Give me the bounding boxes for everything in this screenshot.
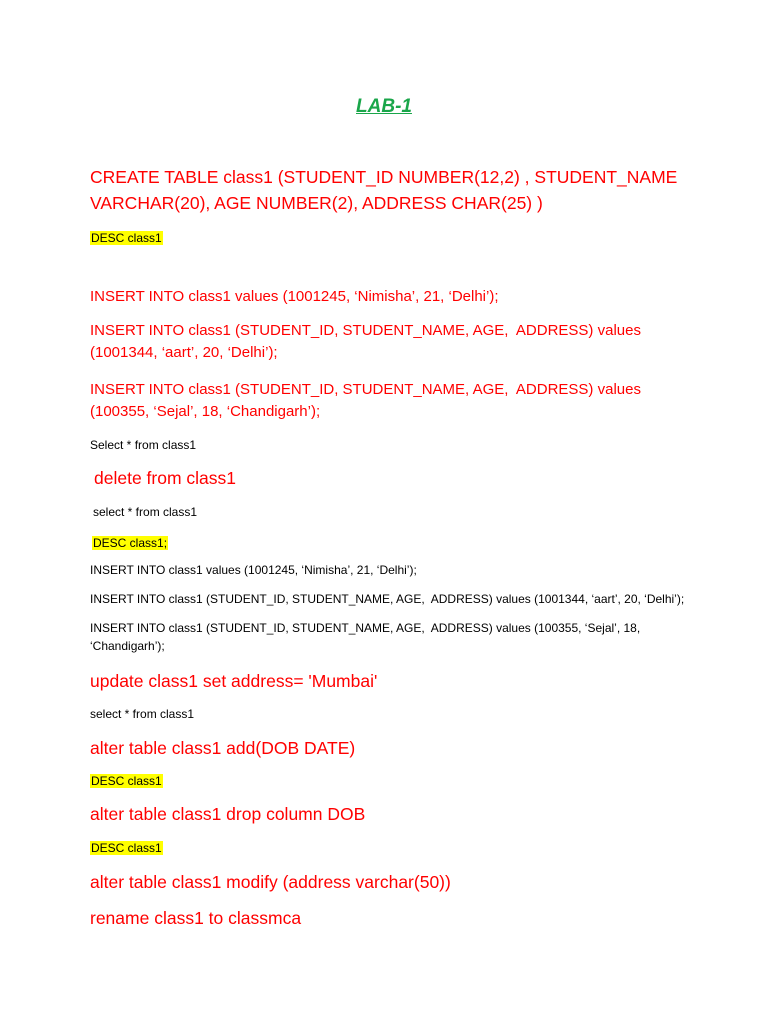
- desc-statement-3-wrap: [90, 772, 690, 790]
- desc-statement-4: DESC class1: [91, 841, 162, 855]
- desc-statement-3: DESC class1: [91, 774, 162, 788]
- insert-statement-5: INSERT INTO class1 (STUDENT_ID, STUDENT_NAME, AGE, ADDRESS) values (1001344, ‘aart’, 20, ‘Delhi’);: [90, 592, 685, 606]
- desc-statement-1-wrap: [90, 229, 690, 247]
- rename-statement: rename class1 to classmca: [90, 908, 302, 928]
- desc-statement-1: DESC class1: [91, 231, 162, 245]
- desc-statement-4-wrap: [90, 839, 690, 857]
- alter-drop-statement: alter table class1 drop column DOB: [90, 804, 366, 824]
- select-statement-1: Select * from class1: [90, 438, 197, 452]
- delete-statement: delete from class1: [94, 468, 237, 488]
- create-table-statement: CREATE TABLE class1 (STUDENT_ID NUMBER(12,2) , STUDENT_NAME VARCHAR(20), AGE NUMBER(2), ADDRESS CHAR(25) ): [90, 167, 683, 213]
- insert-statement-2: INSERT INTO class1 (STUDENT_ID, STUDENT_NAME, AGE, ADDRESS) values (1001344, ‘aart’, 20, ‘Delhi’);: [90, 322, 646, 361]
- desc-statement-2-wrap: [92, 534, 692, 552]
- insert-statement-3: INSERT INTO class1 (STUDENT_ID, STUDENT_NAME, AGE, ADDRESS) values (100355, ‘Sejal’, 18, ‘Chandigarh’);: [90, 381, 646, 420]
- select-statement-2: select * from class1: [93, 505, 198, 519]
- insert-statement-1: INSERT INTO class1 values (1001245, ‘Nimisha’, 21, ‘Delhi’);: [90, 288, 499, 305]
- alter-add-statement: alter table class1 add(DOB DATE): [90, 738, 356, 758]
- page-title: LAB-1: [356, 96, 412, 117]
- insert-statement-4: INSERT INTO class1 values (1001245, ‘Nimisha’, 21, ‘Delhi’);: [90, 563, 417, 577]
- update-statement: update class1 set address= 'Mumbai': [90, 671, 378, 691]
- select-statement-3: select * from class1: [90, 707, 195, 721]
- desc-statement-2: DESC class1;: [93, 536, 168, 550]
- insert-statement-6: INSERT INTO class1 (STUDENT_ID, STUDENT_NAME, AGE, ADDRESS) values (100355, ‘Sejal’, 18, ‘Chandigarh’);: [90, 621, 644, 653]
- alter-modify-statement: alter table class1 modify (address varchar(50)): [90, 872, 451, 892]
